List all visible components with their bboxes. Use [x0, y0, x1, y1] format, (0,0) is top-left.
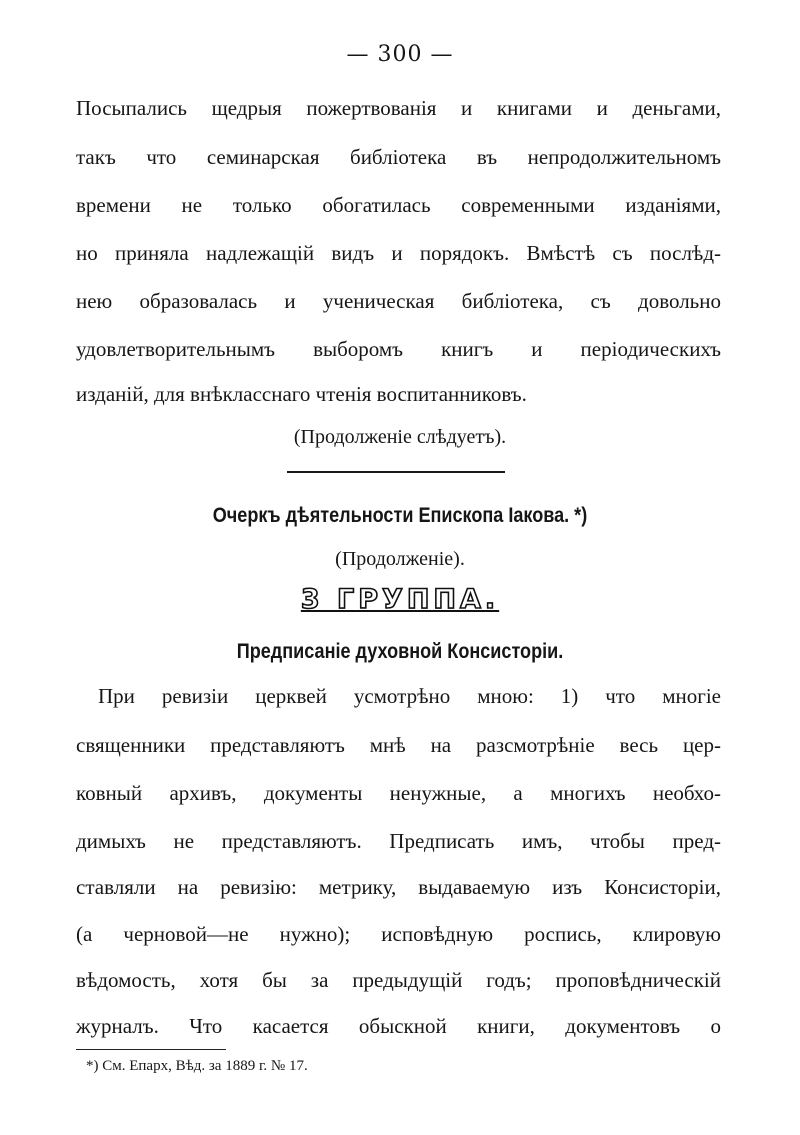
text-line: такъ что семинарская библіотека въ непродолжительномъ: [76, 145, 721, 169]
footnote-divider: [76, 1049, 226, 1050]
to-be-continued-note: (Продолженіе слѣдуетъ).: [293, 426, 507, 448]
text-line: времени не только обогатилась современными изданіями,: [76, 193, 721, 217]
footnote: *) См. Епарх, Вѣд. за 1889 г. № 17.: [86, 1058, 308, 1074]
text-line: вѣдомость, хотя бы за предыдущій годъ; проповѣдническій: [76, 968, 721, 992]
group-heading: 3 ГРУППА.: [300, 584, 500, 615]
page-number: — 300 —: [346, 42, 454, 67]
section-title: Предписаніе духовной Консисторіи.: [236, 640, 564, 663]
section-divider: [287, 471, 505, 473]
text-line: журналъ. Что касается обыскной книги, документовъ о: [76, 1014, 721, 1038]
article-title: Очеркъ дѣятельности Епископа Іакова. *): [212, 504, 588, 527]
text-line: (а черновой—не нужно); исповѣдную роспись, клировую: [76, 922, 721, 946]
text-line: Посыпались щедрыя пожертвованія и книгами и деньгами,: [76, 96, 721, 120]
text-line: ставляли на ревизію: метрику, выдаваемую изъ Консисторіи,: [76, 875, 721, 899]
text-line: ковный архивъ, документы ненужные, а многихъ необхо-: [76, 781, 721, 805]
article-subtitle: (Продолженіе).: [335, 548, 465, 570]
text-line: священники представляютъ мнѣ на разсмотрѣніе весь цер-: [76, 733, 721, 757]
text-line: удовлетворительнымъ выборомъ книгъ и періодическихъ: [76, 337, 721, 361]
text-line: нею образовалась и ученическая библіотека, съ довольно: [76, 289, 721, 313]
text-line: При ревизіи церквей усмотрѣно мною: 1) что многіе: [98, 684, 721, 708]
text-line: но приняла надлежащій видъ и порядокъ. Вмѣстѣ съ послѣд-: [76, 241, 721, 265]
text-line: димыхъ не представляютъ. Предписать имъ, чтобы пред-: [76, 829, 721, 853]
text-line: изданій, для внѣкласснаго чтенія воспитанниковъ.: [76, 382, 527, 406]
